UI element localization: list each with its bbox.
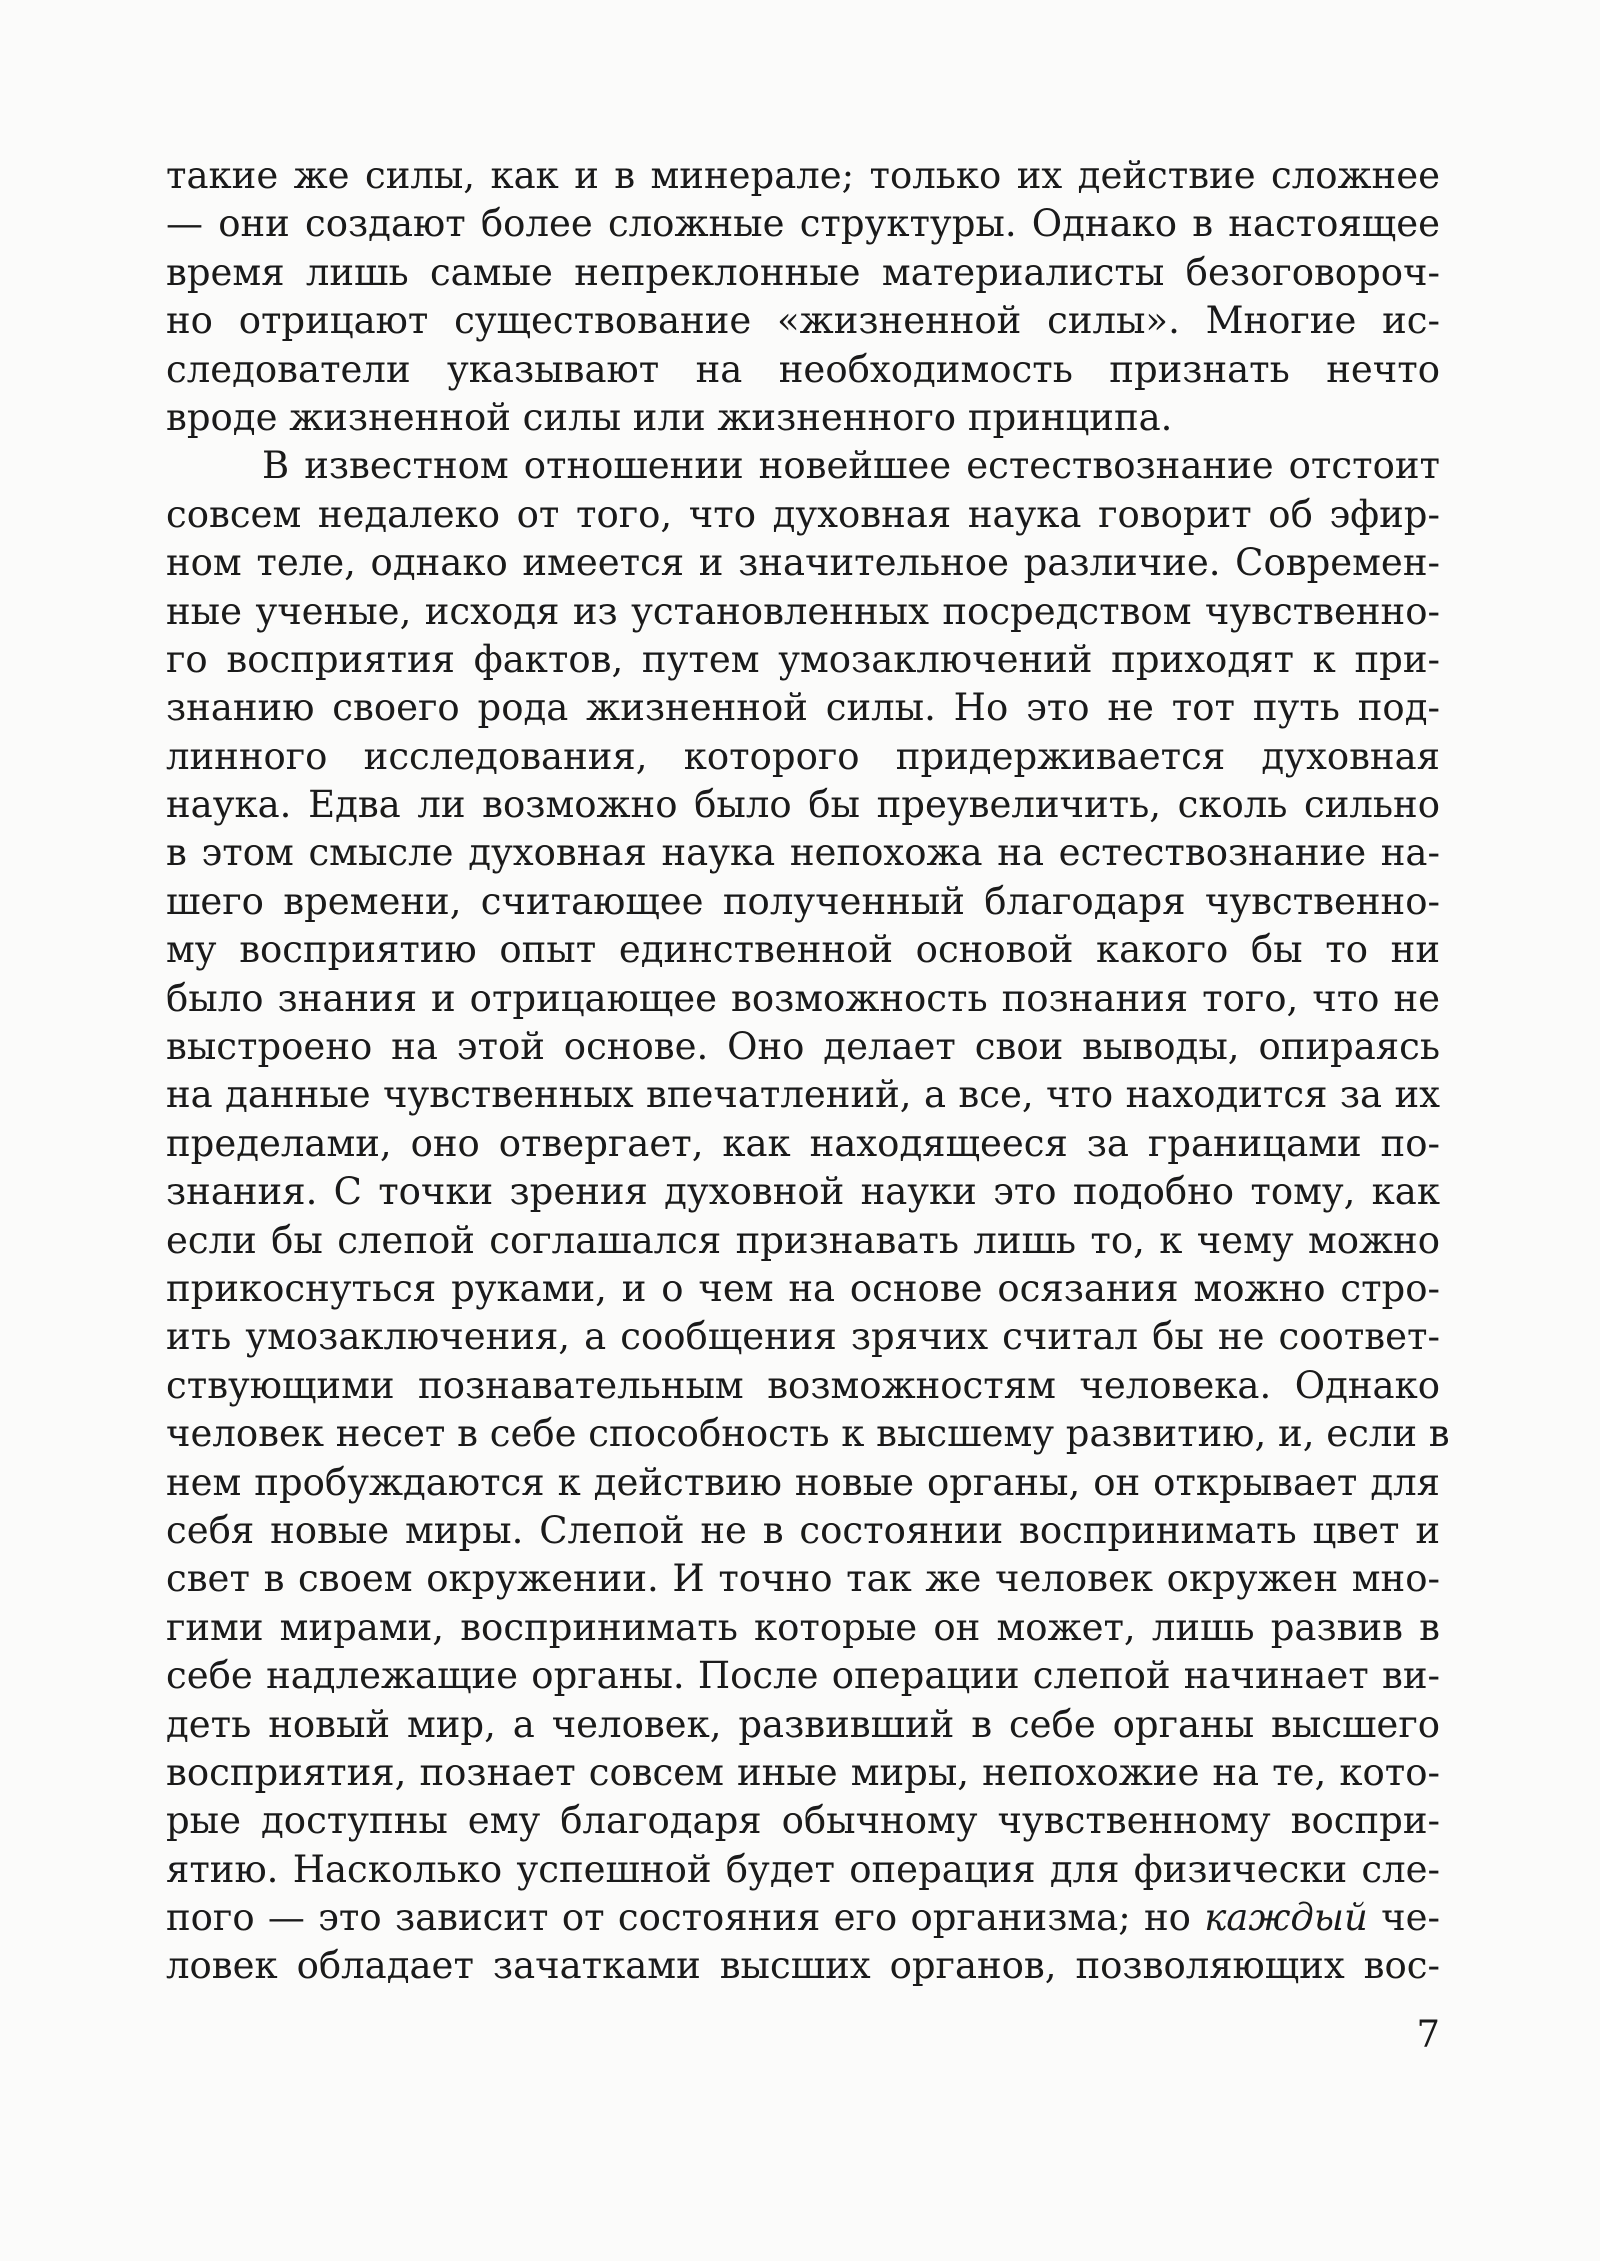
- text-line: в этом смысле духовная наука непохожа на естествознание на-: [166, 831, 1440, 875]
- text-segment: пого — это зависит от состояния его организма; но: [166, 1896, 1205, 1940]
- text-line: линного исследования, которого придерживается духовная: [166, 734, 1440, 778]
- text-line: шего времени, считающее полученный благодаря чувственно-: [166, 879, 1440, 923]
- text-line: знанию своего рода жизненной силы. Но это не тот путь под-: [166, 686, 1440, 730]
- text-line: совсем недалеко от того, что духовная наука говорит об эфир-: [166, 492, 1440, 536]
- text-line: знания. С точки зрения духовной науки это подобно тому, как: [166, 1170, 1440, 1214]
- text-line: было знания и отрицающее возможность познания того, что не: [166, 976, 1440, 1020]
- text-line: выстроено на этой основе. Оно делает свои выводы, опираясь: [166, 1025, 1440, 1069]
- text-line: себя новые миры. Слепой не в состоянии воспринимать цвет и: [166, 1508, 1440, 1552]
- italic-emphasis: каждый: [1204, 1896, 1368, 1940]
- text-line: человек несет в себе способность к высшему развитию, и, если в: [166, 1412, 1450, 1456]
- text-line: пределами, оно отвергает, как находящееся за границами по-: [166, 1121, 1440, 1165]
- text-line: вроде жизненной силы или жизненного принципа.: [166, 395, 1173, 439]
- text-line: ловек обладает зачатками высших органов, позволяющих вос-: [166, 1944, 1440, 1988]
- text-line: восприятия, познает совсем иные миры, непохожие на те, кото-: [166, 1750, 1440, 1794]
- text-line: ятию. Насколько успешной будет операция для физически сле-: [166, 1847, 1440, 1891]
- text-line: рые доступны ему благодаря обычному чувственному воспри-: [166, 1799, 1440, 1843]
- text-segment: че-: [1367, 1896, 1440, 1940]
- text-line: на данные чувственных впечатлений, а все, что находится за их: [166, 1073, 1440, 1117]
- page-number: 7: [1416, 2013, 1440, 2056]
- text-line: прикоснуться руками, и о чем на основе осязания можно стро-: [166, 1266, 1440, 1310]
- text-line: ные ученые, исходя из установленных посредством чувственно-: [166, 589, 1440, 633]
- text-line: му восприятию опыт единственной основой какого бы то ни: [166, 928, 1440, 972]
- text-line: В известном отношении новейшее естествознание отстоит: [262, 444, 1440, 488]
- text-line: следователи указывают на необходимость признать нечто: [166, 347, 1440, 391]
- text-line: нем пробуждаются к действию новые органы, он открывает для: [166, 1460, 1440, 1504]
- text-line: гими мирами, воспринимать которые он может, лишь развив в: [166, 1605, 1440, 1649]
- text-line: если бы слепой соглашался признавать лишь то, к чему можно: [166, 1218, 1440, 1262]
- text-line: наука. Едва ли возможно было бы преувеличить, сколь сильно: [166, 783, 1440, 827]
- text-line: но отрицают существование «жизненной силы». Многие ис-: [166, 299, 1440, 343]
- text-line: свет в своем окружении. И точно так же человек окружен мно-: [166, 1557, 1440, 1601]
- text-line: себе надлежащие органы. После операции слепой начинает ви-: [166, 1654, 1440, 1698]
- text-line: ном теле, однако имеется и значительное различие. Современ-: [166, 541, 1440, 585]
- text-line: время лишь самые непреклонные материалисты безоговороч-: [166, 250, 1440, 294]
- text-line: ить умозаключения, а сообщения зрячих считал бы не соответ-: [166, 1315, 1440, 1359]
- text-line: деть новый мир, а человек, развивший в себе органы высшего: [166, 1702, 1440, 1746]
- text-line-with-italic: [166, 1894, 1440, 1942]
- text-line: го восприятия фактов, путем умозаключений приходят к при-: [166, 637, 1440, 681]
- page-body-text: [166, 152, 1450, 1991]
- text-line: ствующими познавательным возможностям человека. Однако: [166, 1363, 1440, 1407]
- text-line: — они создают более сложные структуры. Однако в настоящее: [166, 202, 1440, 246]
- text-line: такие же силы, как и в минерале; только их действие сложнее: [166, 154, 1440, 197]
